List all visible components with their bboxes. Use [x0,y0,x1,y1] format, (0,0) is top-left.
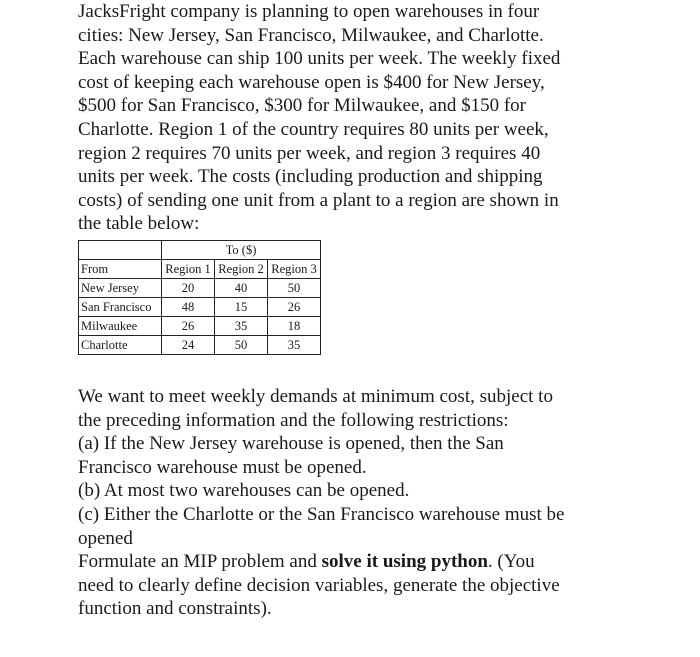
task-line: need to clearly define decision variables, generate the objective [78,574,560,596]
column-header: Region 1 [162,260,215,279]
problem-line: JacksFright company is planning to open warehouses in four [78,1,540,22]
task-bold-text: solve it using python [321,551,488,573]
column-header: Region 3 [268,260,321,279]
table-cell: 26 [268,298,321,317]
task-text: Formulate an MIP problem and [78,551,322,573]
restriction-c: (c) Either the Charlotte or the San Francisco warehouse must be [78,503,565,525]
shipping-cost-table [78,240,321,355]
row-label: New Jersey [79,279,162,298]
problem-line: $500 for San Francisco, $300 for Milwaukee, and $150 for [78,95,526,117]
table-row [79,298,321,317]
problem-statement [78,0,638,236]
row-label: Charlotte [79,336,162,355]
problem-line: Each warehouse can ship 100 units per week. The weekly fixed [78,48,561,70]
table-cell: 50 [268,279,321,298]
table-row [79,279,321,298]
table-cell: 35 [268,336,321,355]
restriction-b: (b) At most two warehouses can be opened. [78,480,410,502]
from-header: From [79,260,162,279]
restriction-c-cont: opened [78,527,133,549]
table-cell: 40 [215,279,268,298]
problem-line: costs) of sending one unit from a plant to a region are shown in [78,189,559,211]
requirements-section [78,385,638,621]
problem-line: cities: New Jersey, San Francisco, Milwaukee, and Charlotte. [78,24,544,46]
requirements-line: the preceding information and the following restrictions: [78,409,509,431]
requirements-line: We want to meet weekly demands at minimum cost, subject to [78,386,553,407]
restriction-a-cont: Francisco warehouse must be opened. [78,456,367,478]
to-header: To ($) [162,241,321,260]
table-row [79,317,321,336]
table-cell: 48 [162,298,215,317]
table-cell: 15 [215,298,268,317]
column-header: Region 2 [215,260,268,279]
table-cell: 20 [162,279,215,298]
task-line: function and constraints). [78,598,272,620]
task-line [78,550,638,574]
problem-line: the table below: [78,213,200,235]
table-cell: 18 [268,317,321,336]
row-label: San Francisco [79,298,162,317]
table-group-header-row [79,241,321,260]
task-text-end: . (You [487,551,535,573]
table-header-row [79,260,321,279]
problem-line: region 2 requires 70 units per week, and region 3 requires 40 [78,142,541,164]
table-row [79,336,321,355]
table-cell: 50 [215,336,268,355]
problem-line: units per week. The costs (including production and shipping [78,166,543,188]
row-label: Milwaukee [79,317,162,336]
table-cell: 24 [162,336,215,355]
table-cell: 35 [215,317,268,336]
problem-line: Charlotte. Region 1 of the country requires 80 units per week, [78,118,549,140]
table-cell: 26 [162,317,215,336]
table-corner-cell [79,241,162,260]
restriction-a: (a) If the New Jersey warehouse is opened, then the San [78,433,504,455]
problem-line: cost of keeping each warehouse open is $400 for New Jersey, [78,71,545,93]
